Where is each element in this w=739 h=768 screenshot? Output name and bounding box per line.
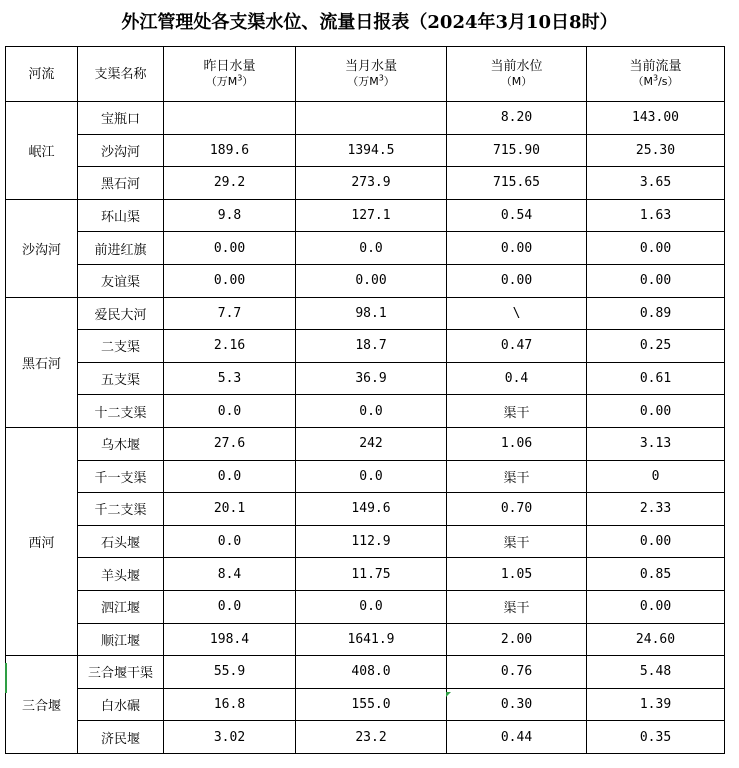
level-cell[interactable]: 渠干 bbox=[447, 460, 587, 493]
level-cell[interactable]: 0.4 bbox=[447, 362, 587, 395]
branch-name-cell[interactable]: 羊头堰 bbox=[78, 558, 164, 591]
branch-name-cell[interactable]: 顺江堰 bbox=[78, 623, 164, 656]
level-cell[interactable]: 715.90 bbox=[447, 134, 587, 167]
month-cell[interactable]: 0.0 bbox=[296, 395, 447, 428]
header-level bbox=[447, 47, 587, 102]
month-cell[interactable]: 112.9 bbox=[296, 525, 447, 558]
table-row bbox=[6, 493, 725, 526]
river-cell[interactable]: 岷江 bbox=[6, 102, 78, 200]
month-cell[interactable]: 242 bbox=[296, 427, 447, 460]
header-row bbox=[6, 47, 725, 102]
month-cell[interactable]: 1394.5 bbox=[296, 134, 447, 167]
header-yesterday-unit: （万$M^3$） bbox=[205, 73, 254, 88]
flow-cell[interactable]: 0.61 bbox=[587, 362, 725, 395]
level-cell[interactable]: 1.05 bbox=[447, 558, 587, 591]
branch-name-cell[interactable]: 黑石河 bbox=[78, 167, 164, 200]
table-row bbox=[6, 525, 725, 558]
yesterday-cell[interactable]: 9.8 bbox=[164, 199, 296, 232]
month-cell[interactable]: 36.9 bbox=[296, 362, 447, 395]
cell-comment-marker bbox=[446, 692, 451, 697]
level-cell[interactable]: 0.47 bbox=[447, 330, 587, 363]
branch-name-cell[interactable]: 五支渠 bbox=[78, 362, 164, 395]
table-row bbox=[6, 297, 725, 330]
month-cell[interactable]: 0.0 bbox=[296, 232, 447, 265]
level-cell[interactable]: 0.44 bbox=[447, 721, 587, 754]
level-cell[interactable]: 1.06 bbox=[447, 427, 587, 460]
flow-cell[interactable]: 0 bbox=[587, 460, 725, 493]
month-cell[interactable]: 155.0 bbox=[296, 688, 447, 721]
month-cell[interactable]: 23.2 bbox=[296, 721, 447, 754]
month-cell[interactable]: 18.7 bbox=[296, 330, 447, 363]
table-row bbox=[6, 330, 725, 363]
report-title: 外江管理处各支渠水位、流量日报表（2024年3月10日8时） bbox=[121, 12, 618, 33]
header-flow-main: 当前流量 bbox=[629, 59, 682, 74]
river-cell[interactable]: 沙沟河 bbox=[6, 199, 78, 297]
yesterday-cell[interactable]: 189.6 bbox=[164, 134, 296, 167]
branch-name-cell[interactable]: 十二支渠 bbox=[78, 395, 164, 428]
branch-name-cell[interactable]: 白水碾 bbox=[78, 688, 164, 721]
yesterday-cell[interactable]: 16.8 bbox=[164, 688, 296, 721]
yesterday-cell[interactable]: 0.00 bbox=[164, 264, 296, 297]
table-row bbox=[6, 199, 725, 232]
level-cell[interactable]: 0.00 bbox=[447, 264, 587, 297]
yesterday-cell[interactable]: 0.00 bbox=[164, 232, 296, 265]
flow-cell[interactable]: 24.60 bbox=[587, 623, 725, 656]
flow-cell[interactable]: 0.35 bbox=[587, 721, 725, 754]
table-row bbox=[6, 688, 725, 721]
level-cell[interactable]: 0.76 bbox=[447, 656, 587, 689]
table-row bbox=[6, 558, 725, 591]
table-row bbox=[6, 590, 725, 623]
flow-cell[interactable]: 0.00 bbox=[587, 232, 725, 265]
yesterday-cell[interactable]: 3.02 bbox=[164, 721, 296, 754]
table-row bbox=[6, 721, 725, 754]
level-cell[interactable]: 渠干 bbox=[447, 590, 587, 623]
month-cell[interactable] bbox=[296, 102, 447, 135]
yesterday-cell[interactable]: 2.16 bbox=[164, 330, 296, 363]
header-month-unit: （万$M^3$） bbox=[347, 73, 395, 88]
table-row bbox=[6, 362, 725, 395]
month-cell[interactable]: 0.00 bbox=[296, 264, 447, 297]
flow-cell[interactable]: 143.00 bbox=[587, 102, 725, 135]
header-branch: 支渠名称 bbox=[78, 47, 164, 102]
yesterday-cell[interactable]: 8.4 bbox=[164, 558, 296, 591]
month-cell[interactable]: 127.1 bbox=[296, 199, 447, 232]
flow-cell[interactable]: 25.30 bbox=[587, 134, 725, 167]
header-flow bbox=[587, 47, 725, 102]
header-yesterday-main: 昨日水量 bbox=[203, 59, 256, 74]
table-row bbox=[6, 395, 725, 428]
flow-cell[interactable]: 0.00 bbox=[587, 264, 725, 297]
flow-cell[interactable]: 0.00 bbox=[587, 395, 725, 428]
table-row bbox=[6, 167, 725, 200]
yesterday-cell[interactable]: 20.1 bbox=[164, 493, 296, 526]
yesterday-cell[interactable] bbox=[164, 102, 296, 135]
table-row bbox=[6, 623, 725, 656]
header-level-main: 当前水位 bbox=[490, 59, 543, 74]
header-month bbox=[296, 47, 447, 102]
header-yesterday bbox=[164, 47, 296, 102]
branch-name-cell[interactable]: 千一支渠 bbox=[78, 460, 164, 493]
month-cell[interactable]: 1641.9 bbox=[296, 623, 447, 656]
flow-cell[interactable]: 0.25 bbox=[587, 330, 725, 363]
month-cell[interactable]: 273.9 bbox=[296, 167, 447, 200]
branch-name-cell[interactable]: 泗江堰 bbox=[78, 590, 164, 623]
month-cell[interactable]: 0.0 bbox=[296, 590, 447, 623]
yesterday-cell[interactable]: 0.0 bbox=[164, 395, 296, 428]
header-river: 河流 bbox=[6, 47, 78, 102]
yesterday-cell[interactable]: 27.6 bbox=[164, 427, 296, 460]
branch-name-cell[interactable]: 济民堰 bbox=[78, 721, 164, 754]
branch-name-cell[interactable]: 石头堰 bbox=[78, 525, 164, 558]
branch-name-cell[interactable]: 千二支渠 bbox=[78, 493, 164, 526]
yesterday-cell[interactable]: 198.4 bbox=[164, 623, 296, 656]
table-row bbox=[6, 427, 725, 460]
flow-cell[interactable]: 3.65 bbox=[587, 167, 725, 200]
header-month-main: 当月水量 bbox=[344, 59, 397, 74]
report-table bbox=[5, 46, 725, 754]
branch-name-cell[interactable]: 爱民大河 bbox=[78, 297, 164, 330]
branch-name-cell[interactable]: 友谊渠 bbox=[78, 264, 164, 297]
river-cell[interactable]: 黑石河 bbox=[6, 297, 78, 427]
table-row bbox=[6, 656, 725, 689]
branch-name-cell[interactable]: 二支渠 bbox=[78, 330, 164, 363]
yesterday-cell[interactable]: 29.2 bbox=[164, 167, 296, 200]
month-cell[interactable]: 408.0 bbox=[296, 656, 447, 689]
month-cell[interactable]: 98.1 bbox=[296, 297, 447, 330]
level-cell[interactable]: 0.30 bbox=[447, 688, 587, 721]
branch-name-cell[interactable]: 前进红旗 bbox=[78, 232, 164, 265]
river-cell[interactable]: 西河 bbox=[6, 427, 78, 655]
branch-name-cell[interactable]: 三合堰干渠 bbox=[78, 656, 164, 689]
level-cell[interactable]: 0.54 bbox=[447, 199, 587, 232]
flow-cell[interactable]: 2.33 bbox=[587, 493, 725, 526]
yesterday-cell[interactable]: 5.3 bbox=[164, 362, 296, 395]
table-row bbox=[6, 460, 725, 493]
table-row bbox=[6, 264, 725, 297]
month-cell[interactable]: 149.6 bbox=[296, 493, 447, 526]
month-cell[interactable]: 0.0 bbox=[296, 460, 447, 493]
flow-cell[interactable]: 1.63 bbox=[587, 199, 725, 232]
yesterday-cell[interactable]: 0.0 bbox=[164, 460, 296, 493]
flow-cell[interactable]: 0.00 bbox=[587, 525, 725, 558]
flow-cell[interactable]: 1.39 bbox=[587, 688, 725, 721]
header-flow-unit: $(M^3/s)$ bbox=[632, 73, 679, 88]
header-level-unit: （M） bbox=[500, 75, 533, 88]
branch-name-cell[interactable]: 环山渠 bbox=[78, 199, 164, 232]
flow-cell[interactable]: 3.13 bbox=[587, 427, 725, 460]
flow-cell[interactable]: 0.00 bbox=[587, 590, 725, 623]
table-row bbox=[6, 134, 725, 167]
cell-selection-marker bbox=[5, 663, 7, 693]
yesterday-cell[interactable]: 0.0 bbox=[164, 525, 296, 558]
flow-cell[interactable]: 5.48 bbox=[587, 656, 725, 689]
yesterday-cell[interactable]: 7.7 bbox=[164, 297, 296, 330]
table-row bbox=[6, 232, 725, 265]
level-cell[interactable]: \ bbox=[447, 297, 587, 330]
yesterday-cell[interactable]: 55.9 bbox=[164, 656, 296, 689]
river-cell[interactable]: 三合堰 bbox=[6, 656, 78, 754]
level-cell[interactable]: 渠干 bbox=[447, 395, 587, 428]
level-cell[interactable]: 8.20 bbox=[447, 102, 587, 135]
table-row bbox=[6, 102, 725, 135]
level-cell[interactable]: 715.65 bbox=[447, 167, 587, 200]
level-cell[interactable]: 0.70 bbox=[447, 493, 587, 526]
level-cell[interactable]: 2.00 bbox=[447, 623, 587, 656]
branch-name-cell[interactable]: 沙沟河 bbox=[78, 134, 164, 167]
level-cell[interactable]: 渠干 bbox=[447, 525, 587, 558]
branch-name-cell[interactable]: 乌木堰 bbox=[78, 427, 164, 460]
flow-cell[interactable]: 0.85 bbox=[587, 558, 725, 591]
branch-name-cell[interactable]: 宝瓶口 bbox=[78, 102, 164, 135]
month-cell[interactable]: 11.75 bbox=[296, 558, 447, 591]
yesterday-cell[interactable]: 0.0 bbox=[164, 590, 296, 623]
flow-cell[interactable]: 0.89 bbox=[587, 297, 725, 330]
level-cell[interactable]: 0.00 bbox=[447, 232, 587, 265]
